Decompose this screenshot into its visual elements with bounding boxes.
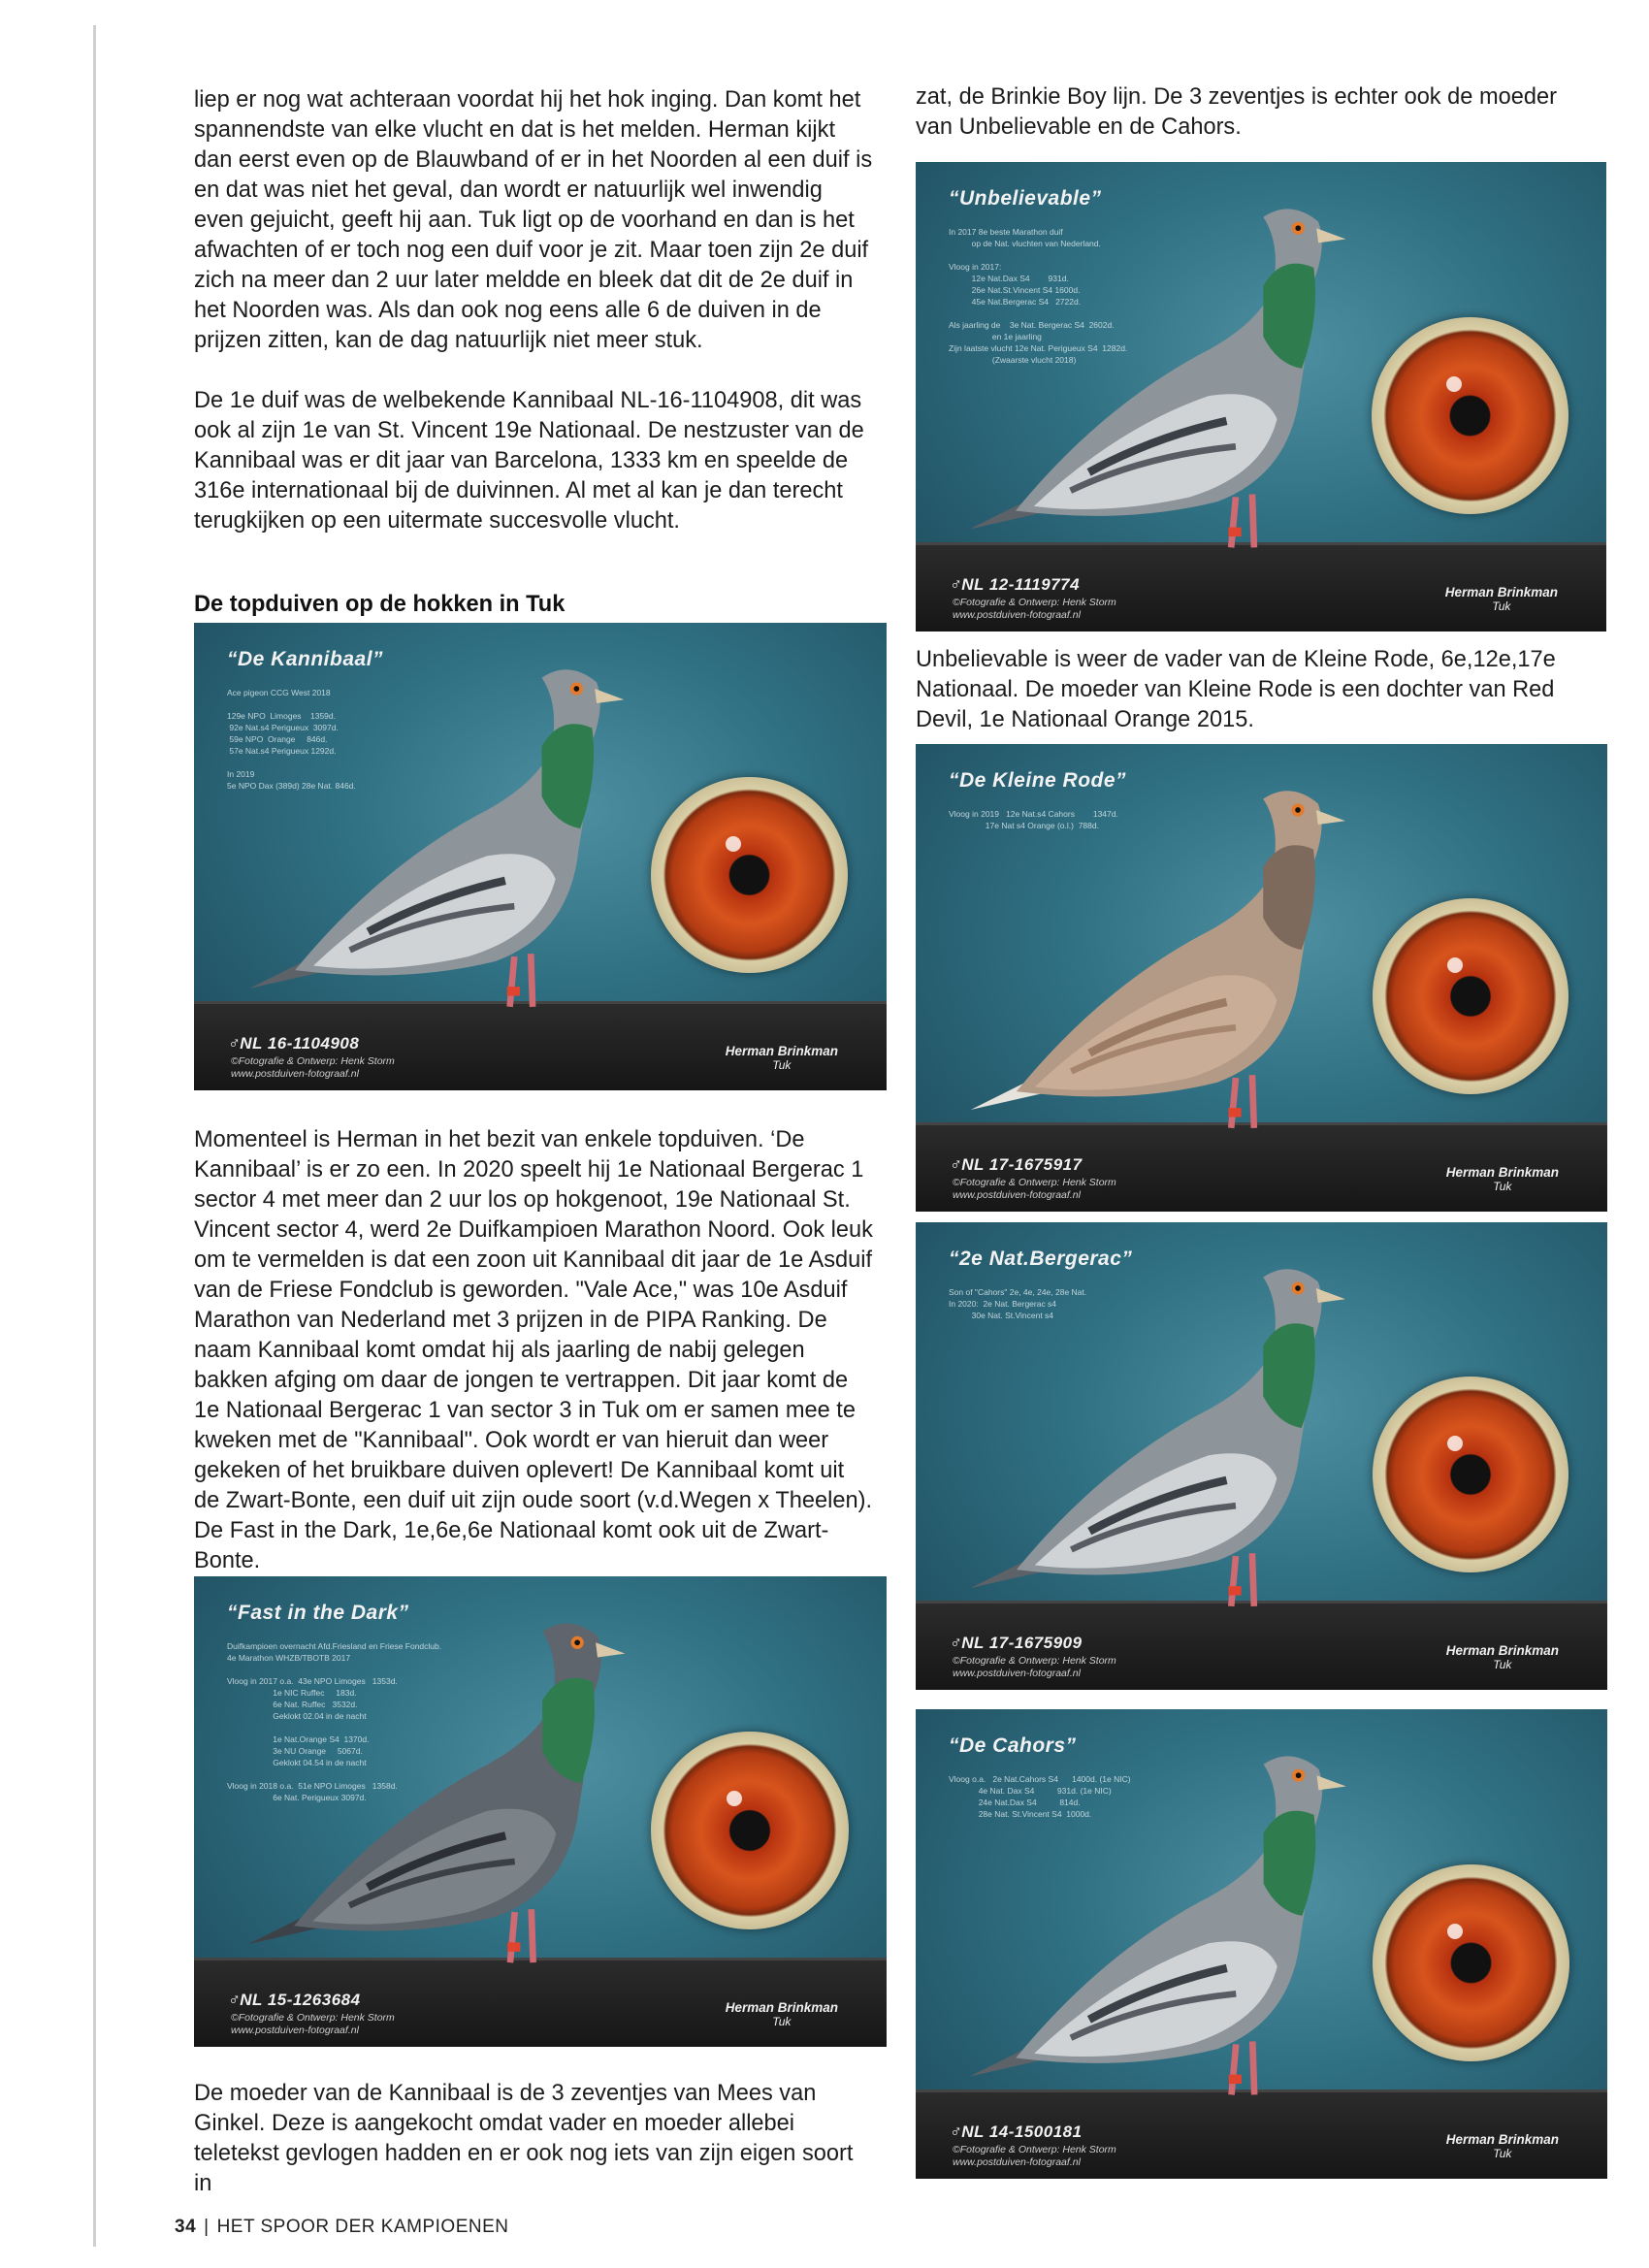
pigeon-results: Duifkampioen overnacht Afd.Friesland en Friese Fondclub. 4e Marathon WHZB/TBOTB 2017 Vloog in 2017 o.a. 43e NPO Limoges 1353d. 1e NIC Ruffec 183d. 6e Nat. Ruffec 3532d. Geklokt 02.04 in de nacht 1e Nat.Orange S4 1370d. 3e NU Orange 5067d. Geklokt 04.54 in de nacht Vloog in 2018 o.a. 51e NPO Limoges 1358d. 6e Nat. Perigueux 3097d.: [227, 1641, 442, 1802]
owner-label: [1446, 2132, 1559, 2161]
owner-place: Tuk: [1493, 1658, 1512, 1671]
left-column-middle: [194, 1125, 873, 1576]
owner-name: Herman Brinkman: [1444, 585, 1558, 599]
pigeon-name: “De Kleine Rode”: [949, 769, 1127, 792]
owner-name: Herman Brinkman: [1445, 1165, 1559, 1180]
photo-credit: ©Fotografie & Ontwerp: Henk Storm www.postduiven-fotograaf.nl: [231, 1055, 395, 1080]
owner-place: Tuk: [1493, 2147, 1512, 2160]
left-column-end: [194, 2079, 873, 2199]
owner-place: Tuk: [772, 2015, 792, 2028]
left-column-intro: [194, 85, 873, 536]
eye-closeup: [1373, 898, 1568, 1094]
paragraph: liep er nog wat achteraan voordat hij het hok inging. Dan komt het spannendste van elke vlucht en dat is het melden. Herman kijkt dan eerst even op de Blauwband of er in het Noorden al een duif is en dat was niet het geval, dan wordt er natuurlijk wel inwendig even gejuicht, geeft hij aan. Tuk ligt op de voorhand en dan is het afwachten of er toch nog een duif voor je zit. Maar toen zijn 2e duif zich na meer dan 2 uur later meldde en bleek dat dit de 2e duif in het Noorden was. Als dan ook nog eens alle 6 de duiven in de prijzen zitten, kan de dag natuurlijk niet meer stuk.: [194, 87, 873, 353]
section-heading: De topduiven op de hokken in Tuk: [194, 592, 566, 617]
ring-number: ♂NL 16-1104908: [227, 1034, 360, 1053]
owner-label: [726, 2000, 838, 2029]
eye-closeup: [651, 1732, 849, 1929]
photo-2e-nat-bergerac: [916, 1222, 1607, 1690]
eye-closeup: [651, 777, 847, 973]
photo-credit: ©Fotografie & Ontwerp: Henk Storm www.postduiven-fotograaf.nl: [953, 1177, 1116, 1201]
owner-name: Herman Brinkman: [1445, 2132, 1559, 2147]
pigeon-results: Vloog o.a. 2e Nat.Cahors S4 1400d. (1e NIC) 4e Nat. Dax S4 931d. (1e NIC) 24e Nat.Dax S4 814d. 28e Nat. St.Vincent S4 1000d.: [949, 1774, 1131, 1819]
photo-credit: ©Fotografie & Ontwerp: Henk Storm www.postduiven-fotograaf.nl: [231, 2012, 395, 2036]
owner-label: [1446, 1165, 1559, 1194]
photo-credit: ©Fotografie & Ontwerp: Henk Storm www.postduiven-fotograaf.nl: [953, 1655, 1116, 1679]
page-gutter-line: [93, 25, 96, 2247]
pigeon-name: “Fast in the Dark”: [227, 1602, 409, 1624]
footer-separator: |: [204, 2217, 210, 2237]
owner-label: [1445, 585, 1558, 614]
owner-place: Tuk: [1492, 599, 1511, 613]
ring-number: ♂NL 15-1263684: [227, 1991, 361, 2009]
photo-kannibaal: [194, 623, 887, 1090]
eye-closeup: [1372, 317, 1568, 514]
ring-number: ♂NL 17-1675917: [949, 1155, 1083, 1174]
pigeon-name: “De Cahors”: [949, 1734, 1077, 1757]
pigeon-results: In 2017 8e beste Marathon duif op de Nat. vluchten van Nederland. Vloog in 2017: 12e Nat.Dax S4 931d. 26e Nat.St.Vincent S4 1600d. 45e Nat.Bergerac S4 2722d. Als jaarling de 3e Nat. Bergerac S4 2602d. en 1e jaarling Zijn laatste vlucht 12e Nat. Perigueux S4 1282d. (Zwaarste vlucht 2018): [949, 227, 1128, 365]
eye-closeup: [1373, 1377, 1568, 1572]
photo-credit: ©Fotografie & Ontwerp: Henk Storm www.postduiven-fotograaf.nl: [953, 597, 1116, 621]
owner-place: Tuk: [772, 1058, 792, 1072]
paragraph: De moeder van de Kannibaal is de 3 zeventjes van Mees van Ginkel. Deze is aangekocht omdat vader en moeder allebei teletekst gevlogen hadden en er ook nog iets van zijn eigen soort in: [194, 2081, 854, 2196]
ring-number: ♂NL 12-1119774: [949, 575, 1081, 594]
owner-label: [726, 1044, 838, 1073]
paragraph: De 1e duif was de welbekende Kannibaal NL-16-1104908, dit was ook al zijn 1e van St. Vincent 19e Nationaal. De nestzuster van de Kannibaal was er dit jaar van Barcelona, 1333 km en speelde de 316e internationaal bij de duivinnen. Al met al kan je dan terecht terugkijken op een uitermate succesvolle vlucht.: [194, 388, 864, 534]
ring-number: ♂NL 14-1500181: [949, 2122, 1083, 2141]
owner-name: Herman Brinkman: [725, 1044, 838, 1058]
eye-closeup: [1373, 1864, 1569, 2061]
owner-label: [1446, 1643, 1559, 1672]
owner-place: Tuk: [1493, 1180, 1512, 1193]
right-column-middle: [916, 645, 1595, 735]
page-footer: [175, 2217, 509, 2238]
page-number: 34: [175, 2217, 197, 2237]
paragraph: zat, de Brinkie Boy lijn. De 3 zeventjes is echter ook de moeder van Unbelievable en de Cahors.: [916, 84, 1557, 140]
photo-unbelievable: [916, 162, 1606, 632]
paragraph: Momenteel is Herman in het bezit van enkele topduiven. ‘De Kannibaal’ is er zo een. In 2020 speelt hij 1e Nationaal Bergerac 1 sector 4 met meer dan 2 uur los op hokgenoot, 19e Nationaal St. Vincent sector 4, werd 2e Duifkampioen Marathon Noord. Ook leuk om te vermelden is dat een zoon uit Kannibaal dit jaar de 1e Asduif van de Friese Fondclub is geworden. "Vale Ace," was 10e Asduif Marathon van Nederland met 3 prijzen in de PIPA Ranking. De naam Kannibaal komt omdat hij als jaarling de nabij gelegen bakken afging om daar de jongen te vertrappen. Dit jaar komt de 1e Nationaal Bergerac 1 van sector 3 in Tuk om er samen mee te kweken met de "Kannibaal". Ook wordt er van hieruit dan weer gekeken of het bruikbare duiven oplevert! De Kannibaal komt uit de Zwart-Bonte, een duif uit zijn oude soort (v.d.Wegen x Theelen). De Fast in the Dark, 1e,6e,6e Nationaal komt ook uit de Zwart-Bonte.: [194, 1127, 873, 1573]
pigeon-name: “De Kannibaal”: [227, 648, 384, 670]
pigeon-results: Vloog in 2019 12e Nat.s4 Cahors 1347d. 17e Nat s4 Orange (o.l.) 788d.: [949, 809, 1118, 830]
pigeon-results: Son of "Cahors" 2e, 4e, 24e, 28e Nat. In 2020: 2e Nat. Bergerac s4 30e Nat. St.Vincent s4: [949, 1287, 1087, 1320]
magazine-title: HET SPOOR DER KAMPIOENEN: [216, 2217, 509, 2237]
pigeon-results: Ace pigeon CCG West 2018 129e NPO Limoges 1359d. 92e Nat.s4 Perigueux 3097d. 59e NPO Orange 846d. 57e Nat.s4 Perigueux 1292d. In 2019 5e NPO Dax (389d) 28e Nat. 846d.: [227, 688, 356, 791]
pigeon-name: “2e Nat.Bergerac”: [949, 1247, 1133, 1270]
photo-credit: ©Fotografie & Ontwerp: Henk Storm www.postduiven-fotograaf.nl: [953, 2144, 1116, 2168]
owner-name: Herman Brinkman: [725, 2000, 838, 2015]
owner-name: Herman Brinkman: [1445, 1643, 1559, 1658]
ring-number: ♂NL 17-1675909: [949, 1634, 1083, 1652]
pigeon-name: “Unbelievable”: [949, 187, 1102, 210]
photo-fast-in-the-dark: [194, 1576, 887, 2047]
paragraph: Unbelievable is weer de vader van de Kleine Rode, 6e,12e,17e Nationaal. De moeder van Kleine Rode is een dochter van Red Devil, 1e Nationaal Orange 2015.: [916, 647, 1556, 732]
right-column-top: [916, 82, 1595, 143]
photo-cahors: [916, 1709, 1607, 2179]
photo-kleine-rode: [916, 744, 1607, 1212]
